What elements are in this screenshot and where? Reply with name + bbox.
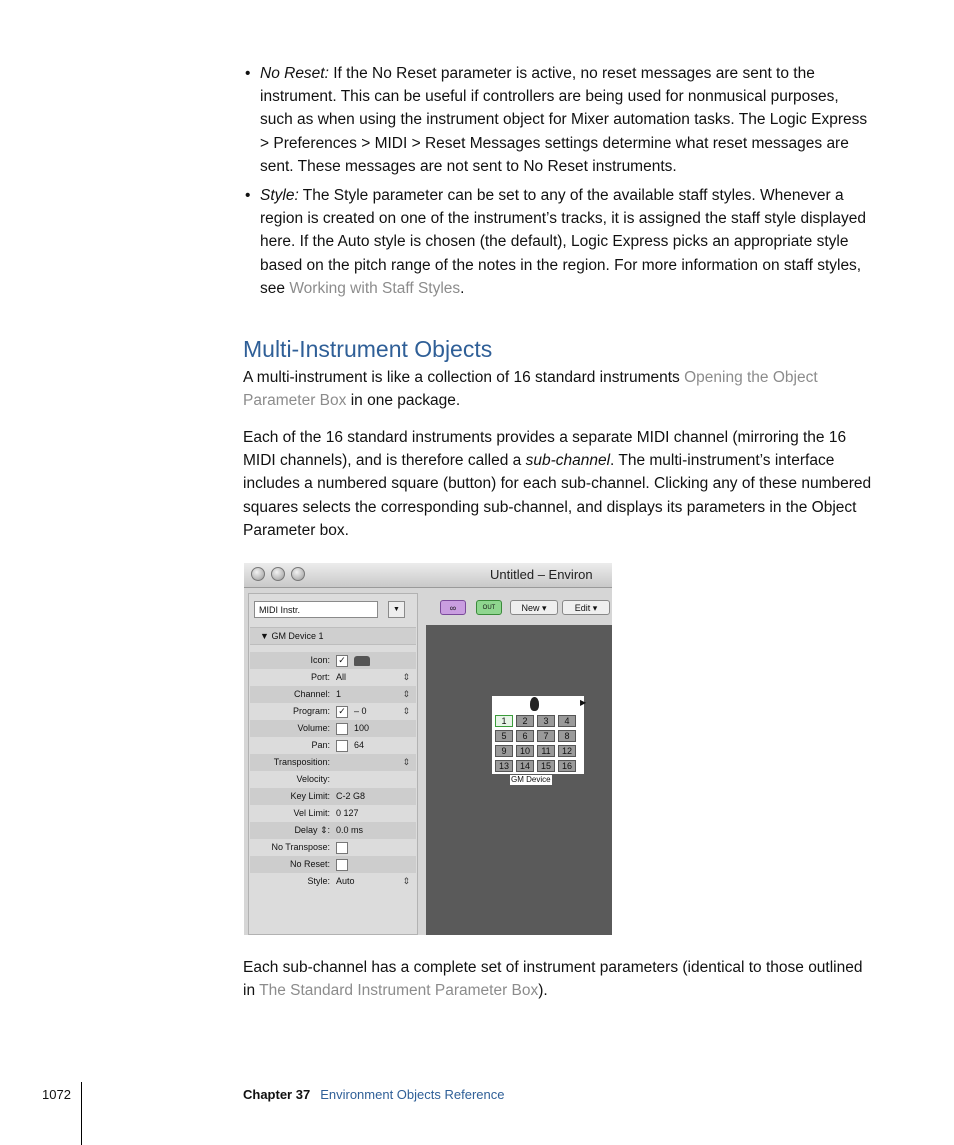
- parameter-row: [250, 652, 416, 669]
- parameter-value[interactable]: [336, 703, 367, 720]
- parameter-row: [250, 856, 416, 873]
- paragraph-parameters: [243, 956, 875, 1002]
- parameter-row: [250, 788, 416, 805]
- midi-out-button[interactable]: [476, 600, 502, 615]
- environment-toolbar: [422, 589, 612, 625]
- subchannel-button[interactable]: 16: [558, 760, 576, 772]
- object-name-field[interactable]: MIDI Instr.: [254, 601, 378, 618]
- bullet-term: No Reset:: [260, 65, 329, 82]
- edit-menu-button[interactable]: [562, 600, 610, 615]
- parameter-row: [250, 686, 416, 703]
- parameter-label: Channel:: [293, 689, 330, 699]
- subchannel-button[interactable]: 12: [558, 745, 576, 757]
- bullet-text-end: .: [460, 279, 465, 297]
- para-text: Each of the 16 standard instruments provides a separate MIDI channel (mirroring the 16 MIDI channels), and is therefore called a: [243, 429, 847, 470]
- parameter-label: No Transpose:: [271, 842, 330, 852]
- link-working-with-staff-styles[interactable]: Working with Staff Styles: [289, 279, 461, 297]
- parameter-row: [250, 822, 416, 839]
- parameter-label: Icon:: [310, 655, 330, 665]
- subchannel-button[interactable]: 6: [516, 730, 534, 742]
- stepper-icon[interactable]: ⇕: [402, 706, 410, 716]
- parameter-label: Port:: [310, 672, 330, 682]
- bullet-dot: •: [245, 187, 251, 204]
- subchannel-button[interactable]: 15: [537, 760, 555, 772]
- window-titlebar: [244, 563, 612, 588]
- midi-out-label: OUT: [482, 605, 496, 611]
- subchannel-button[interactable]: 8: [558, 730, 576, 742]
- parameter-value[interactable]: [336, 822, 363, 839]
- parameter-value-text: 64: [354, 740, 365, 750]
- parameter-section-header[interactable]: [250, 627, 416, 645]
- subchannel-button[interactable]: 13: [495, 760, 513, 772]
- environment-window-screenshot: [244, 563, 612, 935]
- parameter-label: Pan:: [311, 740, 330, 750]
- bullet-style: [243, 184, 875, 300]
- parameter-value-text: 1: [336, 689, 342, 699]
- parameter-value[interactable]: [336, 720, 369, 737]
- stepper-icon[interactable]: ⇕: [402, 672, 410, 682]
- section-heading: Multi-Instrument Objects: [243, 336, 493, 362]
- para-text: . The multi-instrument’s interface includes a numbered square (button) for each sub-channel. Clicking any of these numbered squares selects the corresponding sub-channel, and displays its parameters in the Object Parameter box.: [243, 452, 872, 539]
- subchannel-button[interactable]: 9: [495, 745, 513, 757]
- subchannel-button[interactable]: 7: [537, 730, 555, 742]
- parameter-checkbox[interactable]: ✓: [336, 706, 348, 718]
- parameter-value[interactable]: [336, 652, 370, 669]
- link-standard-instrument-parameter-box[interactable]: The Standard Instrument Parameter Box: [259, 982, 539, 1000]
- stepper-icon[interactable]: ⇕: [402, 876, 410, 886]
- parameter-row: [250, 737, 416, 754]
- new-menu-button[interactable]: [510, 600, 558, 615]
- parameter-row: [250, 754, 416, 771]
- parameter-label: Velocity:: [296, 774, 330, 784]
- footer-divider: [81, 1082, 82, 1145]
- subchannel-button[interactable]: 4: [558, 715, 576, 727]
- subchannel-button[interactable]: 11: [537, 745, 555, 757]
- parameter-row: [250, 771, 416, 788]
- para-text: A multi-instrument is like a collection of 16 standard instruments: [243, 369, 680, 386]
- parameter-row: [250, 805, 416, 822]
- subchannel-button[interactable]: 5: [495, 730, 513, 742]
- subchannel-button[interactable]: 10: [516, 745, 534, 757]
- parameter-value[interactable]: [336, 737, 364, 754]
- footer-chapter: [243, 1087, 504, 1102]
- parameter-value-text: 0.0 ms: [336, 825, 364, 835]
- para-text: ).: [538, 982, 548, 1000]
- parameter-row: [250, 873, 416, 890]
- paragraph-intro: [243, 366, 875, 412]
- parameter-row: [250, 720, 416, 737]
- parameter-value[interactable]: [336, 788, 365, 805]
- link-icon: ∞: [449, 603, 457, 613]
- parameter-value-text: All: [336, 672, 347, 682]
- chevron-down-icon: ▾: [592, 603, 598, 613]
- parameter-label: Vel Limit:: [293, 808, 330, 818]
- parameter-value[interactable]: [336, 856, 354, 873]
- close-button[interactable]: [251, 567, 265, 581]
- new-menu-label: New: [521, 603, 540, 613]
- parameter-row: [250, 703, 416, 720]
- parameter-label: No Reset:: [289, 859, 330, 869]
- zoom-button[interactable]: [291, 567, 305, 581]
- parameter-value-text: – 0: [354, 706, 367, 716]
- parameter-value-text: 100: [354, 723, 370, 733]
- paragraph-subchannel: [243, 426, 875, 542]
- parameter-checkbox[interactable]: [336, 859, 348, 871]
- link-opening-object-parameter-box[interactable]: Opening the Object Parameter Box: [243, 369, 818, 410]
- bullet-text: The Style parameter can be set to any of the available staff styles. Whenever a region is created on one of the instrument’s tracks, it is assigned the staff style displayed here. If the Auto style is chosen (the default), Logic Express picks an appropriate style based on the pitch range of the notes in the region. For more information on staff styles, see: [260, 187, 866, 297]
- section-title: GM Device 1: [271, 631, 324, 641]
- chapter-label: Chapter 37: [243, 1087, 311, 1102]
- multi-instrument-label[interactable]: GM Device: [511, 775, 551, 784]
- parameter-label: Transposition:: [273, 757, 330, 767]
- bullet-no-reset: [243, 62, 875, 178]
- parameter-checkbox[interactable]: [336, 740, 348, 752]
- parameter-checkbox[interactable]: [336, 842, 348, 854]
- para-text: in one package.: [350, 392, 461, 410]
- parameter-value[interactable]: [336, 839, 354, 856]
- output-arrow-icon[interactable]: ▶: [580, 698, 587, 707]
- window-title: Untitled – Environ: [490, 567, 593, 582]
- minimize-button[interactable]: [271, 567, 285, 581]
- stepper-icon[interactable]: ⇕: [402, 689, 410, 699]
- stepper-icon[interactable]: ⇕: [402, 757, 410, 767]
- piano-icon[interactable]: [354, 656, 370, 666]
- edit-menu-label: Edit: [574, 603, 591, 613]
- chevron-down-icon: ▾: [542, 603, 547, 613]
- disclosure-triangle-icon[interactable]: ▼: [260, 631, 269, 641]
- parameter-row: [250, 669, 416, 686]
- para-text: Each sub-channel has a complete set of instrument parameters (identical to those outlined in: [243, 959, 863, 1000]
- parameter-value[interactable]: [336, 873, 355, 890]
- parameter-label: Program:: [292, 706, 330, 716]
- parameter-value[interactable]: [336, 805, 359, 822]
- para-emphasis: sub-channel: [525, 452, 611, 470]
- parameter-label: Volume:: [297, 723, 330, 733]
- environment-canvas[interactable]: [426, 625, 612, 935]
- parameter-value-text: 0 127: [336, 808, 359, 818]
- subchannel-button[interactable]: 14: [516, 760, 534, 772]
- parameter-value-text: C-2 G8: [336, 791, 366, 801]
- object-menu-button[interactable]: ▼: [388, 601, 405, 618]
- bullet-dot: •: [245, 65, 251, 82]
- bullet-term: Style:: [260, 187, 299, 204]
- subchannel-button[interactable]: 1: [495, 715, 513, 727]
- parameter-value[interactable]: [336, 686, 341, 703]
- chapter-title[interactable]: Environment Objects Reference: [320, 1087, 505, 1102]
- parameter-value-text: Auto: [336, 876, 355, 886]
- subchannel-button[interactable]: 2: [516, 715, 534, 727]
- parameter-label: Style:: [307, 876, 330, 886]
- parameter-checkbox[interactable]: [336, 723, 348, 735]
- page-number: 1072: [42, 1087, 71, 1102]
- link-button[interactable]: [440, 600, 466, 615]
- parameter-checkbox[interactable]: ✓: [336, 655, 348, 667]
- parameter-value[interactable]: [336, 669, 346, 686]
- parameter-row: [250, 839, 416, 856]
- multi-instrument-object[interactable]: [492, 696, 587, 774]
- parameter-label: Key Limit:: [290, 791, 330, 801]
- bullet-text: If the No Reset parameter is active, no reset messages are sent to the instrument. This can be useful if controllers are being used for nonmusical purposes, such as when using the instrument object for Mixer automation tasks. The Logic Express > Preferences > MIDI > Reset Messages settings determine what reset messages are sent. These messages are not sent to No Reset instruments.: [260, 65, 868, 175]
- instrument-icon: [530, 697, 539, 711]
- subchannel-button[interactable]: 3: [537, 715, 555, 727]
- parameter-label: Delay ⇕:: [294, 825, 330, 835]
